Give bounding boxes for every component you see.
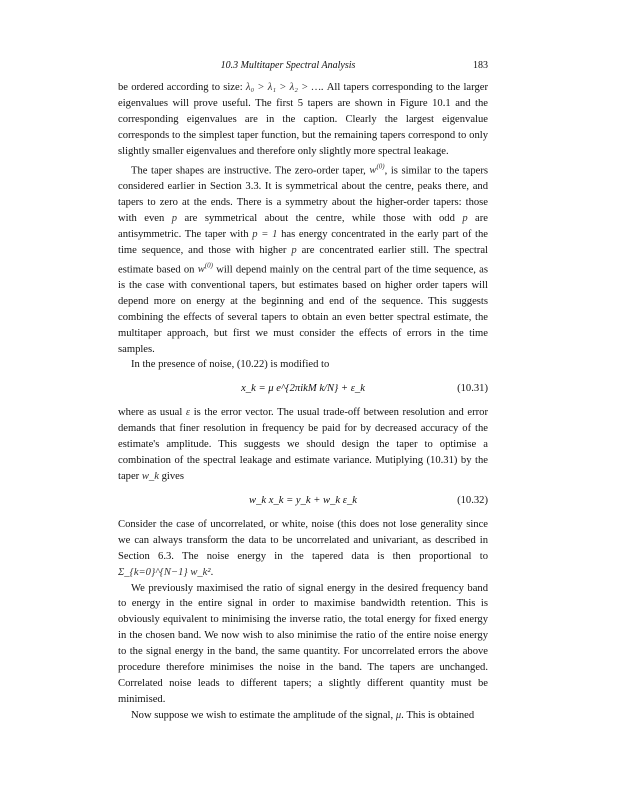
paragraph-6: We previously maximised the ratio of signal energy in the desired frequency band to energy in the entire signal in order to maximise bandwidth retention. This is obviously equivalent to minimising the inverse ratio, the total energy for fixed energy in the chosen band. We now wish to also minimise the ratio of the entire noise energy to the signal energy in the band, the same quantity. For uncorrelated errors the above procedure therefore minimises the noise in the band. The tapers are unchanged. Correlated noise leads to different tapers; a slightly different quantity must be minimised. <box>118 582 488 705</box>
paragraph-7: Now suppose we wish to estimate the amplitude of the signal, μ. This is obtained <box>131 709 475 721</box>
eigenvalue-ordering: λ₀ > λ₁ > λ₂ > … <box>245 82 321 93</box>
paragraph-3: In the presence of noise, (10.22) is modified to <box>131 359 330 371</box>
math-w0: $w^{(0)}$ <box>369 162 385 177</box>
running-title: 10.3 Multitaper Spectral Analysis <box>220 60 356 71</box>
paragraph-1: be ordered according to size: λ₀ > λ₁ > λ₂ > …. All tapers corresponding to the larger eigenvalues will prove useful. The first 5 tapers are shown in Figure 10.1 and the corresponding eigenvalues are in the caption. Clearly the largest eigenvalue corresponds to the simplest taper function, but the remaining tapers correspond to only slightly smaller eigenvalues and therefore only slightly more spectral leakage. <box>118 82 488 157</box>
math-p-eq-1: p = 1 <box>252 228 278 240</box>
math-w0: $w^{(0)}$ <box>197 261 213 276</box>
math-sum-wk-squared: Σ_{k=0}^{N−1} w_k² <box>118 566 211 578</box>
page-number: 183 <box>473 60 488 71</box>
paragraph-4: where as usual ε is the error vector. The usual trade-off between resolution and error demands that finer resolution in frequency be paid for by decreased accuracy of the estimate's amplitude. This suggests we should design the taper to optimise a combination of the spectral leakage and estimate variance. Mutiplying (10.31) by the taper w_k gives <box>118 407 489 482</box>
equation-expression: w_k x_k = y_k + w_k ε_k <box>249 494 357 506</box>
paragraph-2: The taper shapes are instructive. The zero-order taper, $w^{(0)}$, is similar to the tapers considered earlier in Section 3.3. It is symmetrical about the centre, peaks there, and tapers to zero at the ends. There is a symmetry about the higher-order tapers: those with even p are symmetrical about the centre, while those with odd p are antisymmetric. The taper with p = 1 has energy concentrated in the early part of the time sequence, and those with higher p are concentrated earlier still. The spectral estimate based on $w^{(0)}$ will depend mainly on the central part of the time sequence, as is the case with conventional tapers, but estimates based on higher order tapers will depend more on energy at the beginning and end of the sequence. This suggests combining the effects of several tapers to obtain an even better spectral estimate, the multitaper approach, but first we must consider the effects of errors in the time samples. <box>118 162 489 355</box>
equation-number: (10.31) <box>457 383 488 395</box>
running-header <box>118 58 488 74</box>
math-wk: w_k <box>141 471 159 482</box>
math-p: p <box>171 212 178 224</box>
equation-10-32 <box>118 489 488 513</box>
math-p: p <box>291 244 297 256</box>
math-mu: μ <box>395 709 402 721</box>
body-text <box>118 80 488 724</box>
paragraph-5: Consider the case of uncorrelated, or white, noise (this does not lose generality since we can always transform the data to be uncorrelated and univariant, as described in Section 6.3. The noise energy in the tapered data is then proportional to Σ_{k=0}^{N−1} w_k². <box>118 518 488 578</box>
equation-10-31 <box>118 377 488 401</box>
equation-expression: x_k = μ e^{2πikM k/N} + ε_k <box>241 383 365 395</box>
math-epsilon: ε <box>185 407 191 419</box>
math-p: p <box>462 212 468 224</box>
equation-number: (10.32) <box>457 494 488 506</box>
